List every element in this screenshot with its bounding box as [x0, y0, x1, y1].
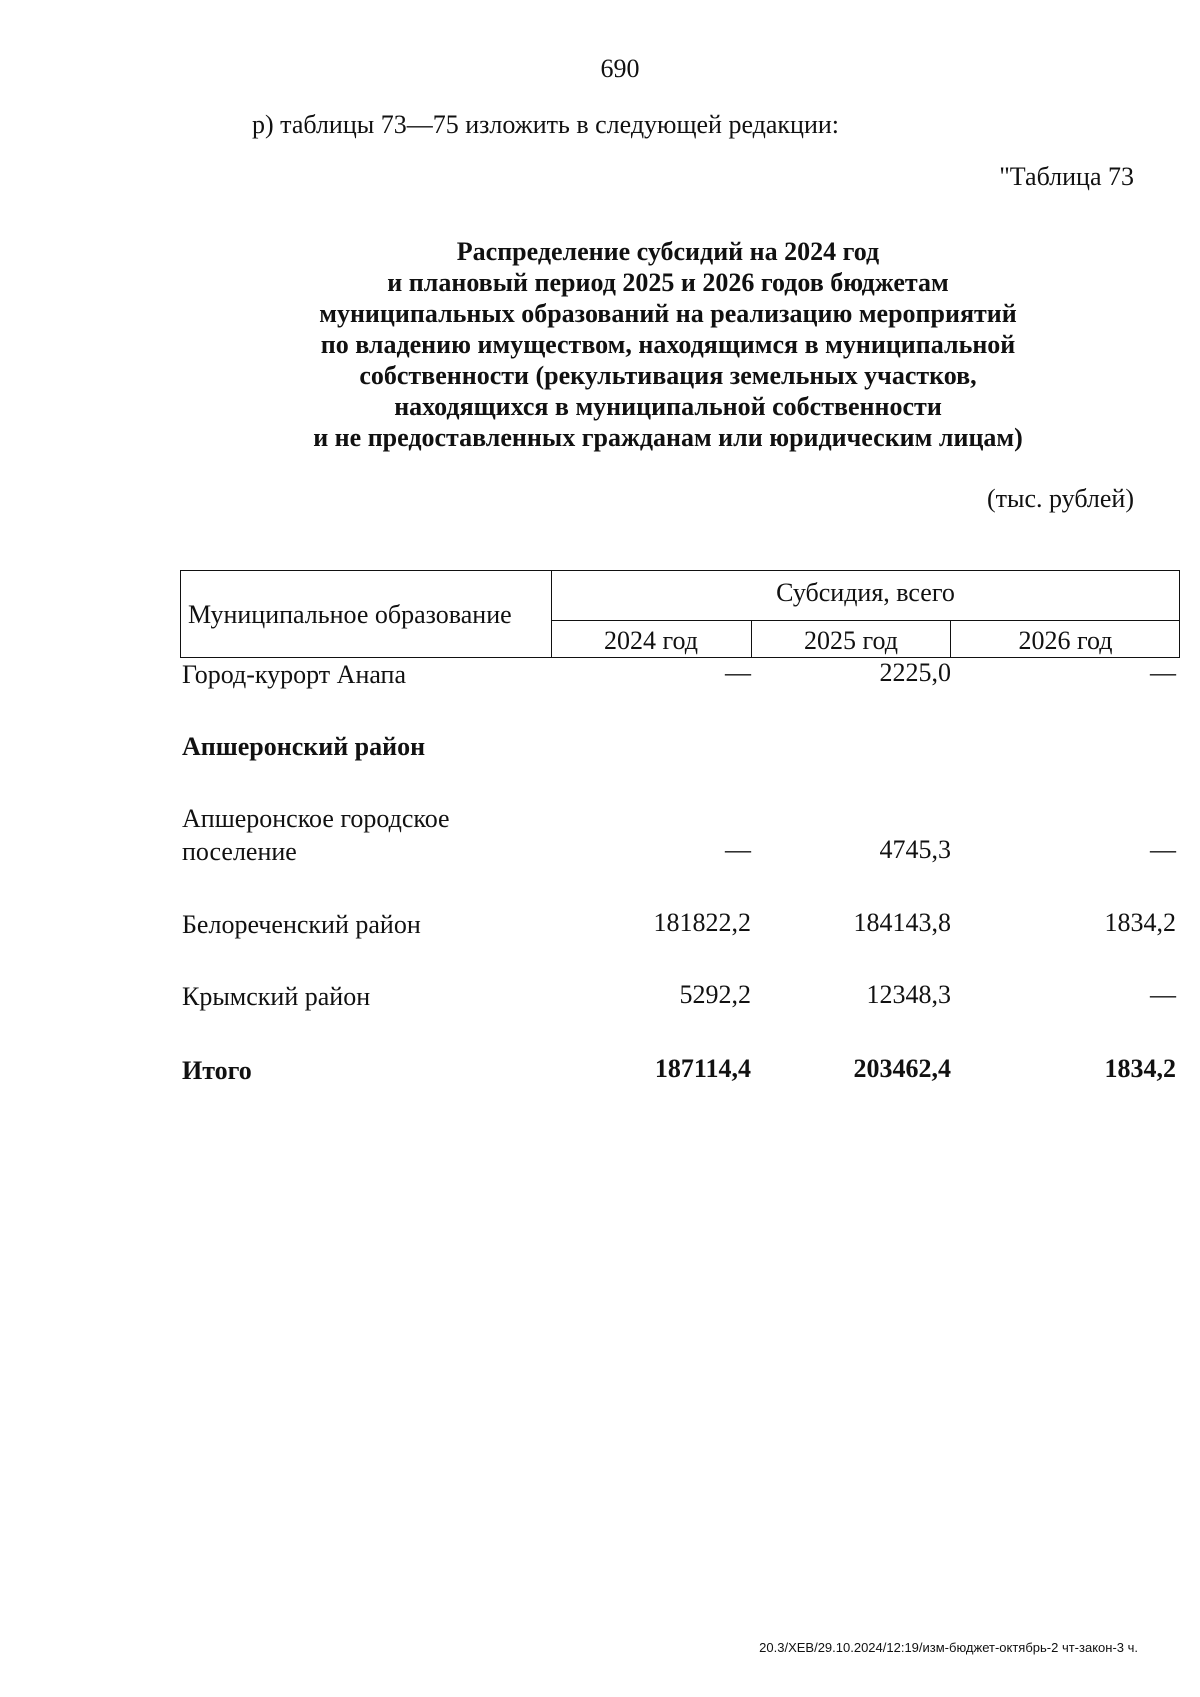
value-2026: —: [1150, 658, 1176, 687]
intro-text: р) таблицы 73—75 изложить в следующей редакции:: [252, 110, 840, 139]
title-line: Распределение субсидий на 2024 год: [456, 237, 880, 266]
title-line: муниципальных образований на реализацию мероприятий: [319, 299, 1017, 328]
column-subsidy-total: Субсидия, всего: [776, 578, 955, 607]
row-name: Белореченский район: [182, 910, 421, 939]
units-label: (тыс. рублей): [986, 484, 1134, 513]
column-year-2026: 2026 год: [1018, 626, 1113, 655]
value-2024: 187114,4: [654, 1054, 751, 1083]
value-2025: 203462,4: [853, 1054, 951, 1083]
value-2025: 4745,3: [879, 835, 951, 864]
value-2026: —: [1150, 980, 1176, 1009]
value-2025: 184143,8: [853, 908, 951, 937]
value-2024: —: [725, 835, 751, 864]
value-2026: —: [1150, 835, 1176, 864]
table-header: [180, 570, 1180, 658]
table-reference: "Таблица 73: [999, 162, 1134, 191]
row-name: Итого: [182, 1056, 252, 1085]
column-municipality: Муниципальное образование: [188, 600, 512, 629]
page-number: 690: [600, 54, 640, 83]
title-line: собственности (рекультивация земельных участков,: [359, 361, 977, 390]
column-year-2025: 2025 год: [804, 626, 898, 655]
value-2024: 181822,2: [653, 908, 751, 937]
value-2026: 1834,2: [1104, 1054, 1176, 1083]
title-line: по владению имуществом, находящимся в муниципальной: [320, 330, 1016, 359]
value-2025: 2225,0: [879, 658, 951, 687]
value-2025: 12348,3: [866, 980, 951, 1009]
row-name: Крымский район: [182, 982, 371, 1011]
row-name: Апшеронское городское поселение: [182, 804, 450, 866]
title-line: находящихся в муниципальной собственности: [394, 392, 942, 421]
row-name: Апшеронский район: [182, 732, 426, 761]
row-name: Город-курорт Анапа: [182, 660, 407, 689]
value-2026: 1834,2: [1104, 908, 1176, 937]
title-line: и плановый период 2025 и 2026 годов бюджетам: [387, 268, 949, 297]
document-footer-code: 20.3/ХЕВ/29.10.2024/12:19/изм-бюджет-октябрь-2 чт-закон-3 ч.: [759, 1640, 1138, 1655]
document-title: [168, 236, 1168, 453]
value-2024: 5292,2: [679, 980, 751, 1009]
value-2024: —: [725, 658, 751, 687]
column-year-2024: 2024 год: [604, 626, 698, 655]
title-line: и не предоставленных гражданам или юридическим лицам): [313, 423, 1023, 452]
